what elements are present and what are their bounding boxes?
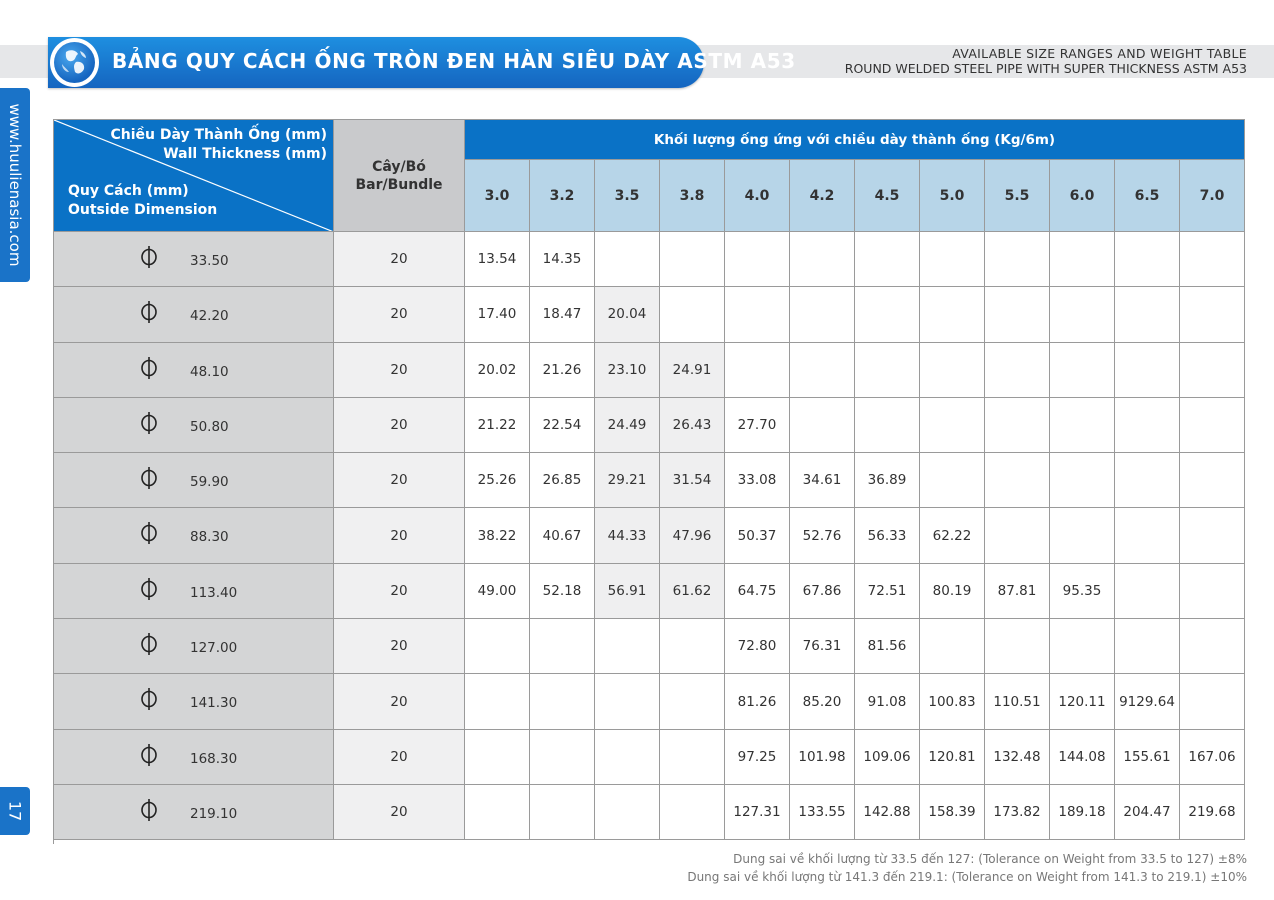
weight-cell: 21.26 (530, 343, 595, 398)
weight-cell (1180, 343, 1245, 398)
size-cell (54, 619, 334, 674)
weight-cell (1115, 619, 1180, 674)
weight-cell (1115, 398, 1180, 453)
weight-cell: 24.91 (660, 343, 725, 398)
weight-cell: 133.55 (790, 785, 855, 840)
weight-cell (1050, 453, 1115, 508)
bundle-count: 20 (334, 730, 465, 785)
weight-cell (855, 287, 920, 342)
weight-cell: 26.43 (660, 398, 725, 453)
tolerance-note-2: Dung sai về khối lượng từ 141.3 đến 219.1: (Tolerance on Weight from 141.3 to 219.1) ±10% (687, 870, 1247, 884)
weight-cell (1115, 453, 1180, 508)
thickness-header: 5.0 (920, 160, 985, 232)
english-title-line1: AVAILABLE SIZE RANGES AND WEIGHT TABLE (952, 46, 1247, 61)
wall-thickness-label (110, 126, 327, 164)
size-cell (54, 398, 334, 453)
weight-cell: 61.62 (660, 564, 725, 619)
weight-cell (465, 730, 530, 785)
weight-cell: 110.51 (985, 674, 1050, 729)
weight-cell (1180, 508, 1245, 563)
outside-dimension-value: 168.30 (190, 750, 238, 767)
weight-cell: 62.22 (920, 508, 985, 563)
weight-cell: 72.80 (725, 619, 790, 674)
weight-cell (1180, 287, 1245, 342)
weight-cell (1050, 343, 1115, 398)
weight-cell (855, 232, 920, 287)
weight-cell: 158.39 (920, 785, 985, 840)
weight-cell: 95.35 (1050, 564, 1115, 619)
weight-cell: 85.20 (790, 674, 855, 729)
website-url: www.huulienasia.com (6, 103, 24, 267)
diameter-phi-icon (140, 743, 158, 767)
weight-cell (530, 619, 595, 674)
weight-cell: 25.26 (465, 453, 530, 508)
weight-cell (660, 619, 725, 674)
weight-cell (595, 674, 660, 729)
weight-cell: 120.11 (1050, 674, 1115, 729)
weight-cell: 18.47 (530, 287, 595, 342)
english-title (845, 46, 1247, 76)
weight-cell: 23.10 (595, 343, 660, 398)
weight-cell (725, 343, 790, 398)
weight-cell: 44.33 (595, 508, 660, 563)
weight-cell (790, 287, 855, 342)
weight-cell (790, 232, 855, 287)
outside-dimension-value: 59.90 (190, 474, 229, 491)
weight-cell (985, 343, 1050, 398)
weight-cell: 38.22 (465, 508, 530, 563)
weight-cell: 20.04 (595, 287, 660, 342)
weight-cell: 14.35 (530, 232, 595, 287)
outside-dimension-value: 88.30 (190, 529, 229, 546)
weight-cell: 80.19 (920, 564, 985, 619)
thickness-header: 3.8 (660, 160, 725, 232)
thickness-header: 3.0 (465, 160, 530, 232)
weight-cell (985, 287, 1050, 342)
weight-cell (985, 619, 1050, 674)
tolerance-notes (687, 850, 1247, 886)
weight-cell: 24.49 (595, 398, 660, 453)
bundle-header-vi: Cây/Bó (372, 158, 426, 175)
bundle-count: 20 (334, 785, 465, 840)
bundle-count: 20 (334, 508, 465, 563)
weight-cell (1050, 619, 1115, 674)
weight-cell (920, 398, 985, 453)
weight-cell (725, 287, 790, 342)
diameter-phi-icon (140, 687, 158, 711)
weight-cell: 21.22 (465, 398, 530, 453)
weight-cell (920, 287, 985, 342)
weight-cell: 56.91 (595, 564, 660, 619)
page-number: 17 (5, 800, 25, 822)
weight-cell (660, 287, 725, 342)
weight-cell (1115, 287, 1180, 342)
globe-logo-icon (50, 38, 99, 87)
weight-cell (1180, 398, 1245, 453)
diameter-phi-icon (140, 521, 158, 545)
weight-cell: 52.18 (530, 564, 595, 619)
weight-cell (725, 232, 790, 287)
weight-cell: 20.02 (465, 343, 530, 398)
diameter-phi-icon (140, 577, 158, 601)
weight-cell: 132.48 (985, 730, 1050, 785)
size-cell (54, 674, 334, 729)
diameter-phi-icon (140, 356, 158, 380)
weight-cell (1115, 343, 1180, 398)
weight-cell: 167.06 (1180, 730, 1245, 785)
weight-cell (595, 619, 660, 674)
weight-cell: 81.56 (855, 619, 920, 674)
outside-dimension-value: 113.40 (190, 584, 238, 601)
outside-dimension-value: 50.80 (190, 418, 229, 435)
weight-cell: 189.18 (1050, 785, 1115, 840)
weight-cell: 36.89 (855, 453, 920, 508)
weight-cell (660, 730, 725, 785)
weight-cell: 47.96 (660, 508, 725, 563)
outside-dimension-label (68, 182, 217, 220)
weight-cell: 173.82 (985, 785, 1050, 840)
weight-table (53, 119, 1245, 844)
weight-cell: 144.08 (1050, 730, 1115, 785)
bundle-count: 20 (334, 287, 465, 342)
website-tab (0, 88, 30, 282)
weight-cell: 33.08 (725, 453, 790, 508)
weight-cell (595, 232, 660, 287)
weight-cell (790, 398, 855, 453)
weight-cell: 204.47 (1115, 785, 1180, 840)
thickness-header: 5.5 (985, 160, 1050, 232)
size-cell (54, 453, 334, 508)
weight-cell: 49.00 (465, 564, 530, 619)
thickness-header: 4.0 (725, 160, 790, 232)
wall-thickness-label-en: Wall Thickness (mm) (163, 146, 327, 162)
weight-cell (530, 785, 595, 840)
weight-cell: 142.88 (855, 785, 920, 840)
size-cell (54, 508, 334, 563)
weight-cell (1115, 564, 1180, 619)
size-cell (54, 343, 334, 398)
weight-cell (1115, 508, 1180, 563)
tolerance-note-1: Dung sai về khối lượng từ 33.5 đến 127: (Tolerance on Weight from 33.5 to 127) ±8% (733, 852, 1247, 866)
diameter-phi-icon (140, 245, 158, 269)
weight-cell (920, 453, 985, 508)
weight-cell (855, 398, 920, 453)
weight-cell (1115, 232, 1180, 287)
corner-header (54, 120, 334, 232)
weight-cell: 29.21 (595, 453, 660, 508)
page-title: BẢNG QUY CÁCH ỐNG TRÒN ĐEN HÀN SIÊU DÀY ASTM A53 (112, 49, 796, 73)
page-number-tab (0, 787, 30, 835)
weight-cell (1050, 287, 1115, 342)
size-cell (54, 785, 334, 840)
weight-cell (595, 785, 660, 840)
weight-cell (1180, 619, 1245, 674)
thickness-header: 6.5 (1115, 160, 1180, 232)
weight-cell: 50.37 (725, 508, 790, 563)
weight-cell: 81.26 (725, 674, 790, 729)
weight-cell: 219.68 (1180, 785, 1245, 840)
english-title-line2: ROUND WELDED STEEL PIPE WITH SUPER THICKNESS ASTM A53 (844, 61, 1247, 76)
size-cell (54, 232, 334, 287)
outside-dimension-value: 127.00 (190, 640, 238, 657)
size-cell (54, 564, 334, 619)
thickness-header: 4.5 (855, 160, 920, 232)
weight-cell (660, 674, 725, 729)
bundle-count: 20 (334, 343, 465, 398)
weight-cell: 76.31 (790, 619, 855, 674)
weight-cell: 91.08 (855, 674, 920, 729)
bundle-header-en: Bar/Bundle (355, 176, 443, 193)
weight-cell (920, 343, 985, 398)
thickness-header: 6.0 (1050, 160, 1115, 232)
weight-cell (920, 619, 985, 674)
weight-cell (790, 343, 855, 398)
outside-dimension-label-vi: Quy Cách (mm) (68, 183, 189, 199)
weight-cell (985, 398, 1050, 453)
size-cell (54, 287, 334, 342)
size-cell (54, 730, 334, 785)
weight-cell: 127.31 (725, 785, 790, 840)
weight-cell (595, 730, 660, 785)
diameter-phi-icon (140, 300, 158, 324)
weight-cell (465, 785, 530, 840)
outside-dimension-label-en: Outside Dimension (68, 202, 218, 218)
weight-cell (465, 619, 530, 674)
bundle-header (334, 120, 465, 232)
weight-cell: 120.81 (920, 730, 985, 785)
wall-thickness-label-vi: Chiều Dày Thành Ống (mm) (110, 127, 327, 143)
weight-cell: 72.51 (855, 564, 920, 619)
weight-cell: 40.67 (530, 508, 595, 563)
weight-cell (985, 232, 1050, 287)
weight-cell (1050, 232, 1115, 287)
bundle-count: 20 (334, 619, 465, 674)
weight-cell (660, 232, 725, 287)
weight-cell (920, 232, 985, 287)
weight-cell (530, 730, 595, 785)
weight-cell (530, 674, 595, 729)
weight-cell: 31.54 (660, 453, 725, 508)
outside-dimension-value: 219.10 (190, 805, 238, 822)
thickness-header: 3.2 (530, 160, 595, 232)
weight-cell: 87.81 (985, 564, 1050, 619)
weight-cell: 9129.64 (1115, 674, 1180, 729)
diameter-phi-icon (140, 632, 158, 656)
outside-dimension-value: 48.10 (190, 363, 229, 380)
weight-cell: 26.85 (530, 453, 595, 508)
diameter-phi-icon (140, 798, 158, 822)
weight-cell: 34.61 (790, 453, 855, 508)
weight-cell: 22.54 (530, 398, 595, 453)
weight-cell: 17.40 (465, 287, 530, 342)
weight-cell: 56.33 (855, 508, 920, 563)
diameter-phi-icon (140, 411, 158, 435)
outside-dimension-value: 42.20 (190, 308, 229, 325)
thickness-header: 3.5 (595, 160, 660, 232)
bundle-count: 20 (334, 564, 465, 619)
bundle-count: 20 (334, 398, 465, 453)
bundle-count: 20 (334, 453, 465, 508)
weight-cell: 64.75 (725, 564, 790, 619)
weight-cell: 109.06 (855, 730, 920, 785)
weight-cell: 155.61 (1115, 730, 1180, 785)
weight-cell (1050, 508, 1115, 563)
weight-cell: 101.98 (790, 730, 855, 785)
weight-cell (465, 674, 530, 729)
weight-cell: 100.83 (920, 674, 985, 729)
weight-cell (985, 508, 1050, 563)
weight-cell: 97.25 (725, 730, 790, 785)
outside-dimension-value: 141.30 (190, 695, 238, 712)
weight-cell: 13.54 (465, 232, 530, 287)
weight-cell: 27.70 (725, 398, 790, 453)
weight-cell (1180, 453, 1245, 508)
outside-dimension-value: 33.50 (190, 253, 229, 269)
weight-cell: 52.76 (790, 508, 855, 563)
bundle-count: 20 (334, 232, 465, 287)
thickness-header: 7.0 (1180, 160, 1245, 232)
weight-cell (1180, 232, 1245, 287)
weight-cell (855, 343, 920, 398)
weight-cell: 67.86 (790, 564, 855, 619)
weight-cell (1180, 564, 1245, 619)
weight-cell (660, 785, 725, 840)
weight-cell (1180, 674, 1245, 729)
bundle-count: 20 (334, 674, 465, 729)
weight-cell (985, 453, 1050, 508)
diameter-phi-icon (140, 466, 158, 490)
weight-header: Khối lượng ống ứng với chiều dày thành ống (Kg/6m) (465, 120, 1245, 160)
thickness-header: 4.2 (790, 160, 855, 232)
weight-cell (1050, 398, 1115, 453)
